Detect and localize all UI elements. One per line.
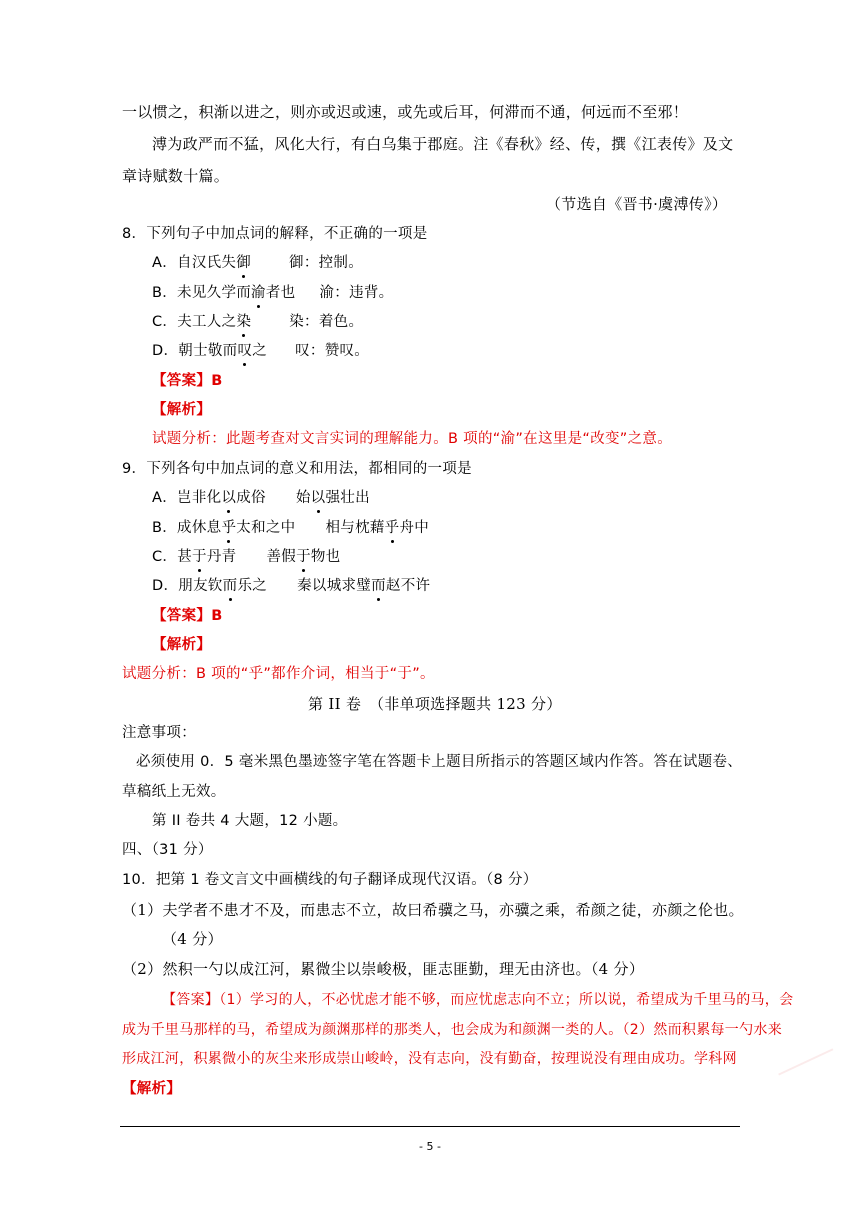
dotted-word: 染 [236, 314, 252, 330]
q10-answer-line-1: 【答案】（1）学习的人，不必忧虑才能不够，而应忧虑志向不立；所以说，希望成为千里马的马，会 [162, 992, 794, 1008]
passage-source: （节选自《晋书·虞溥传》） [546, 195, 728, 213]
dotted-word: 以 [310, 490, 326, 506]
q9-answer: 【答案】B [152, 608, 223, 624]
dotted-word: 而 [222, 578, 238, 594]
q9-option-b: B．成休息乎太和之中 相与枕藉乎舟中 [152, 520, 430, 536]
q10-answer-line-3: 形成江河，积累微小的灰尘来形成崇山峻岭，没有志向，没有勤奋，按理说没有理由成功。学科网 [122, 1051, 737, 1067]
q8-option-a: A．自汉氏失御 御：控制。 [152, 255, 364, 271]
q9-analysis-label: 【解析】 [152, 637, 212, 653]
footer-rule [120, 1126, 740, 1127]
q8-answer: 【答案】B [152, 373, 223, 389]
passage-line-3: 章诗赋数十篇。 [122, 167, 230, 185]
passage-line-2: 溥为政严而不猛，风化大行，有白乌集于郡庭。注《春秋》经、传，撰《江表传》及文 [152, 135, 734, 153]
q8-analysis-label: 【解析】 [152, 402, 212, 418]
notice-line-1: 必须使用 0．5 毫米黑色墨迹签字笔在答题卡上题目所指示的答题区域内作答。答在试题卷、 [136, 754, 743, 770]
q10-answer-line-2: 成为千里马那样的马，希望成为颜渊那样的那类人，也会成为和颜渊一类的人。（2）然而积累每一勺水来 [122, 1022, 783, 1038]
page-number: - 5 - [419, 1140, 441, 1153]
dotted-word: 于 [192, 549, 207, 565]
q8-option-b: B．未见久学而渝者也 渝：违背。 [152, 285, 394, 301]
q9-option-c: C．甚于丹青 善假于物也 [152, 549, 341, 565]
q9-option-d: D．朋友钦而乐之 秦以城求璧而赵不许 [152, 578, 431, 594]
q9-analysis: 试题分析：B 项的“乎”都作介词，相当于“于”。 [122, 666, 435, 682]
passage-line-1: 一以惯之，积渐以进之，则亦或迟或速，或先或后耳，何滞而不通，何远而不至邪！ [122, 103, 689, 121]
q10-sentence-1-score: （4 分） [162, 930, 223, 948]
q10-sentence-2: （2）然积一勺以成江河，累微尘以崇峻极，匪志匪勤，理无由济也。（4 分） [122, 960, 645, 978]
q8-option-d: D．朝士敬而叹之 叹：赞叹。 [152, 343, 370, 359]
q9-option-a: A．岂非化以成俗 始以强壮出 [152, 490, 370, 506]
q8-option-c: C．夫工人之染 染：着色。 [152, 314, 364, 330]
q8-analysis: 试题分析：此题考查对文言实词的理解能力。B 项的“渝”在这里是“改变”之意。 [152, 431, 673, 447]
notice-label: 注意事项： [122, 725, 196, 741]
watermark-mark [778, 1048, 842, 1093]
dotted-word: 渝 [251, 285, 266, 301]
q10-stem: 10．把第 1 卷文言文中画横线的句子翻译成现代汉语。（8 分） [122, 872, 538, 888]
dotted-word: 叹 [237, 343, 253, 359]
dotted-word: 御 [236, 255, 252, 271]
section-title: 第 II 卷 （非单项选择题共 123 分） [308, 695, 562, 713]
dotted-word: 于 [296, 549, 311, 565]
q9-stem: 9．下列各句中加点词的意义和用法，都相同的一项是 [122, 461, 472, 477]
dotted-word: 乎 [221, 520, 237, 536]
q10-analysis-label: 【解析】 [122, 1081, 182, 1097]
dotted-word: 以 [221, 490, 237, 506]
part-four-heading: 四、（31 分） [122, 842, 213, 858]
notice-line-2: 草稿纸上无效。 [122, 784, 226, 800]
dotted-word: 乎 [384, 520, 400, 536]
q10-sentence-1: （1）夫学者不患才不及，而患志不立，故曰希骥之马，亦骥之乘，希颜之徒，亦颜之伦也。 [122, 901, 744, 919]
q8-stem: 8．下列句子中加点词的解释，不正确的一项是 [122, 226, 428, 242]
dotted-word: 而 [371, 578, 386, 594]
notice-line-3: 第 II 卷共 4 大题，12 小题。 [152, 813, 348, 829]
